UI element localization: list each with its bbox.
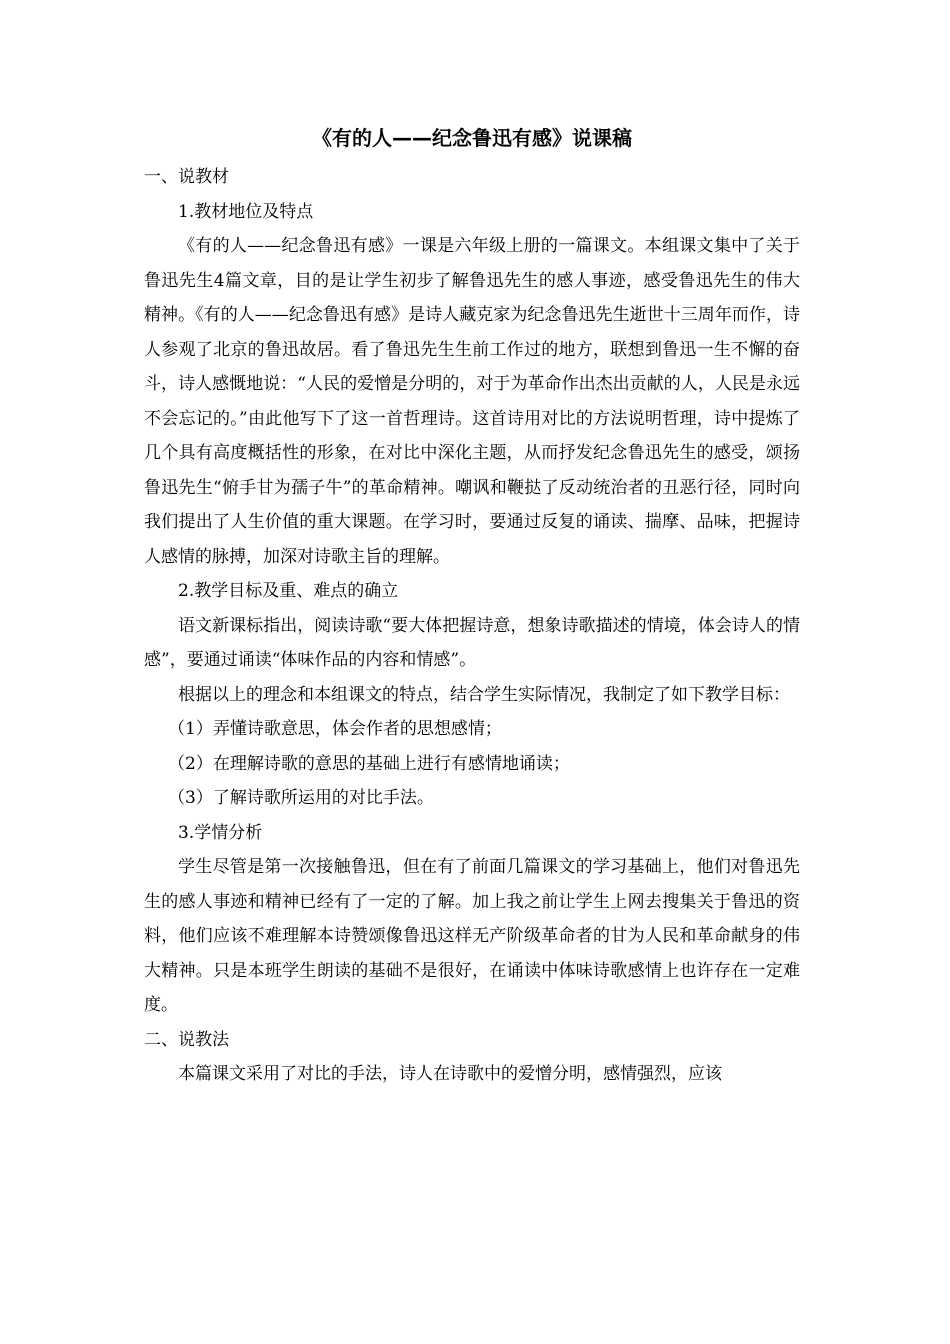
paragraph-goals-intro: 根据以上的理念和本组课文的特点，结合学生实际情况，我制定了如下教学目标： [178,684,790,705]
section-heading-teaching-method: 二、说教法 [144,1029,229,1050]
paragraph-textbook-description: 《有的人——纪念鲁迅有感》一课是六年级上册的一篇课文。本组课文集中了关于鲁迅先生4篇文章，目的是让学生初步了解鲁迅先生的感人事迹，感受鲁迅先生的伟大精神。《有的人——纪念鲁迅有感》是诗人藏克家为纪念鲁迅先生逝世十三周年而作，诗人参观了北京的鲁迅故居。看了鲁迅先生生前工作过的地方，联想到鲁迅一生不懈的奋斗，诗人感慨地说：“人民的爱憎是分明的，对于为革命作出杰出贡献的人，人民是永远不会忘记的。”由此他写下了这一首哲理诗。这首诗用对比的方法说明哲理，诗中提炼了几个具有高度概括性的形象，在对比中深化主题，从而抒发纪念鲁迅先生的感受，颂扬鲁迅先生“俯手甘为孺子牛”的革命精神。嘲讽和鞭挞了反动统治者的丑恶行径，同时向我们提出了人生价值的重大课题。在学习时，要通过反复的诵读、揣摩、品味，把握诗人感情的脉搏，加深对诗歌主旨的理解。 [144,236,800,567]
subheading-student-analysis: 3.学情分析 [178,822,263,843]
document-title: 《有的人——纪念鲁迅有感》说课稿 [312,126,632,150]
subheading-status-features: 1.教材地位及特点 [178,201,314,222]
paragraph-student-analysis: 学生尽管是第一次接触鲁迅，但在有了前面几篇课文的学习基础上，他们对鲁迅先生的感人事迹和精神已经有了一定的了解。加上我之前让学生上网去搜集关于鲁迅的资料，他们应该不难理解本诗赞颂像鲁迅这样无产阶级革命者的甘为人民和革命献身的伟大精神。只是本班学生朗读的基础不是很好，在诵读中体味诗歌感情上也许存在一定难度。 [144,857,800,1015]
section-heading-textbook: 一、说教材 [144,167,229,187]
goal-item: （2）在理解诗歌的意思的基础上进行有感情地诵读； [168,753,570,774]
subheading-teaching-goals: 2.教学目标及重、难点的确立 [178,581,399,601]
paragraph-curriculum-standard: 语文新课标指出，阅读诗歌“要大体把握诗意，想象诗歌描述的情境，体会诗人的情感”，要通过诵读“体味作品的内容和情感”。 [144,615,800,670]
goal-item: （1）弄懂诗歌意思，体会作者的思想感情； [168,719,502,739]
goal-item: （3）了解诗歌所运用的对比手法。 [168,788,434,808]
paragraph-teaching-method: 本篇课文采用了对比的手法，诗人在诗歌中的爱憎分明，感情强烈，应该 [178,1064,722,1084]
